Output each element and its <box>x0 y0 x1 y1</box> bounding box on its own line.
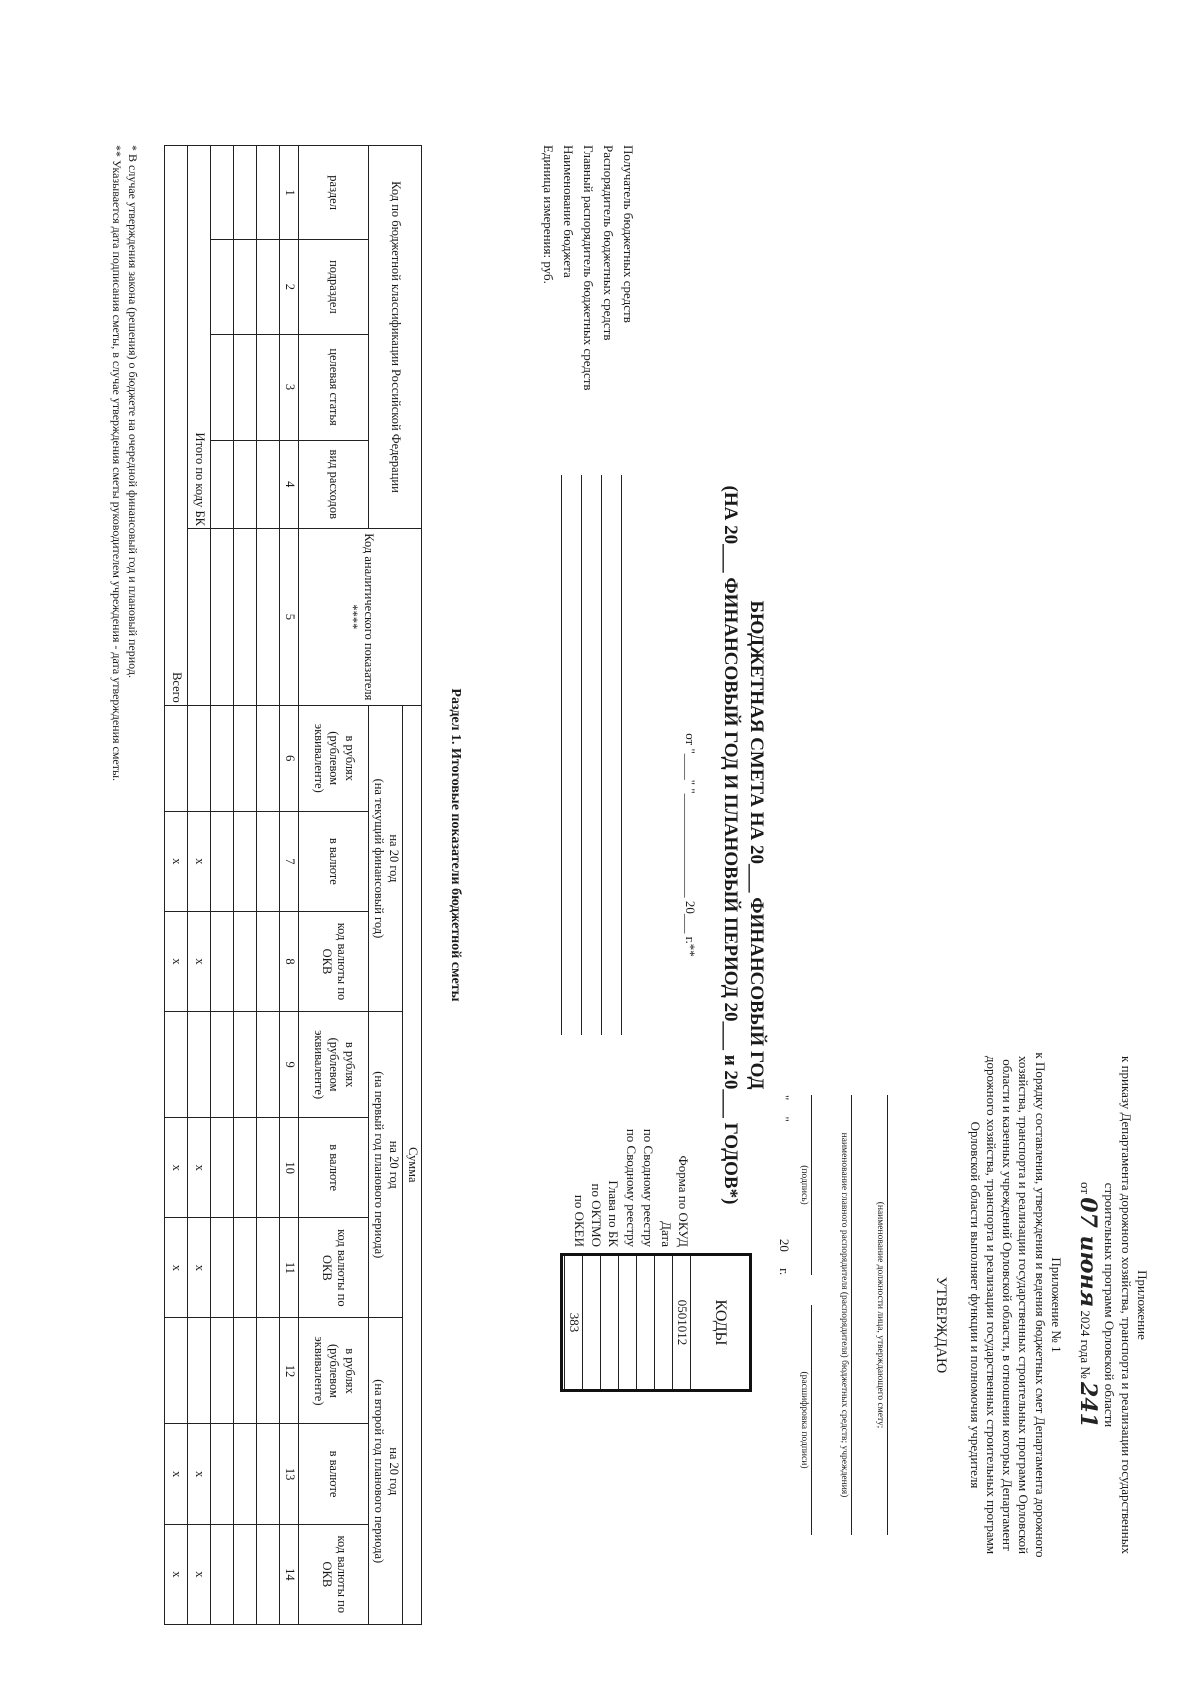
itogo-label: Итого по коду БК <box>188 146 211 529</box>
footnote-1: * В случае утверждения закона (решения) о бюджете на очередной финансовый год и плановый период. <box>126 145 140 678</box>
rotated-form <box>100 115 1150 1645</box>
col-okv-2: код валюты по ОКВ <box>299 1218 369 1318</box>
budget-table <box>164 145 422 1625</box>
decode-caption: (расшифровка подписи) <box>799 1371 809 1469</box>
col-val-3: в валюте <box>299 1424 369 1524</box>
section1-title: Раздел 1. Итоговые показатели бюджетной сметы <box>448 688 463 1002</box>
col-okv-3: код валюты по ОКВ <box>299 1524 369 1624</box>
table-row <box>234 146 257 1625</box>
approve-line-1 <box>887 1095 888 1535</box>
itogo-row: Итого по коду БК x x x x x x <box>188 146 211 1625</box>
code-okei: 383 <box>565 1256 583 1390</box>
recipient-line-3 <box>581 475 582 1035</box>
appendix-date-line: от 07 июня 2024 года № 241 <box>1075 1182 1102 1428</box>
recipient-line-4 <box>561 475 562 1035</box>
recipients-block: Получатель бюджетных средств Распорядитель бюджетных средств Главный распорядитель бюджетных средств Наименование бюджета Единица измерения: руб. <box>541 145 636 391</box>
col-val-2: в валюте <box>299 1118 369 1218</box>
approve-caption-1: (наименование должности лица, утверждающего смету; <box>875 1201 885 1429</box>
sign-caption: (подпись) <box>799 1165 809 1205</box>
doc-date: от "____" "________________ 20___ г.** <box>683 733 698 957</box>
recipient-line-1 <box>621 475 622 1035</box>
vsego-label: Всего <box>165 146 188 706</box>
column-numbers-row: 1 2 3 4 5 6 7 8 9 10 11 12 13 14 <box>280 146 299 1625</box>
approve-date: " " 20 г. <box>777 1095 792 1276</box>
col-celevaya: целевая статья <box>299 334 369 440</box>
col-rub-2: в рублях (рублевом эквиваленте) <box>299 1012 369 1118</box>
handwritten-number: 241 <box>1075 1382 1102 1428</box>
doc-title-line1: БЮДЖЕТНАЯ СМЕТА НА 20___ ФИНАНСОВЫЙ ГОД <box>746 600 767 1090</box>
period-current: на 20 год (на текущий финансовый год) <box>369 705 403 1011</box>
handwritten-date: 07 июня <box>1075 1197 1102 1308</box>
period-first: на 20 год (на первый год планового периода) <box>369 1012 403 1318</box>
appendix-line2: строительных программ Орловской области <box>1102 1182 1118 1428</box>
approve-caption-2: наименование главного распорядителя (распорядителя) бюджетных средств; учреждения) <box>839 1132 849 1498</box>
table-row <box>257 146 280 1625</box>
col-rub-1: в рублях (рублевом эквиваленте) <box>299 705 369 811</box>
appendix-title: Приложение <box>1135 1270 1150 1340</box>
recipient-line-2 <box>601 475 602 1035</box>
appendix-block <box>1074 1015 1150 1595</box>
bk-header: Код по бюджетной классификации Российской Федерации <box>369 146 422 529</box>
col-rub-3: в рублях (рублевом эквиваленте) <box>299 1318 369 1424</box>
col-vid: вид расходов <box>299 440 369 528</box>
decode-line <box>811 1305 812 1535</box>
appendix1-title: Приложение № 1 <box>1049 1257 1064 1353</box>
col-val-1: в валюте <box>299 811 369 911</box>
codes-labels: Форма по ОКУД Дата по Сводному реестру по Сводному реестру Глава по БК по ОКТМО по ОКЕИ <box>571 1128 691 1247</box>
summa-header: Сумма <box>403 705 422 1624</box>
appendix1-block: Приложение № 1 к Порядку составления, утверждения и ведения бюджетных смет Департамента дорожного хозяйства, транспорта и реализации государственных строительных программ Орловской области и казенных учреждений Орловской области, в отношении которых Департамент дорожного хозяйства, транспорта и реализации государственных строительных программ Орловской области выполняет функции и полномочия учредителя <box>967 1015 1065 1595</box>
approve-line-2 <box>851 1095 852 1535</box>
analytic-header: Код аналитического показателя **** <box>299 528 422 705</box>
col-podrazdel: подраздел <box>299 240 369 334</box>
footnote-2: ** Указывается дата подписания сметы, в случае утверждения сметы руководителем учреждения - дата утверждения сметы. <box>110 145 124 782</box>
codes-frame <box>560 1253 752 1392</box>
sign-line <box>811 1095 812 1275</box>
approve-heading: УТВЕРЖДАЮ <box>933 1276 949 1374</box>
col-razdel: раздел <box>299 146 369 240</box>
doc-title-line2: (НА 20___ ФИНАНСОВЫЙ ГОД И ПЛАНОВЫЙ ПЕРИОД 20___ и 20___ ГОДОВ*) <box>720 485 741 1205</box>
period-second: на 20 год (на второй год планового периода) <box>369 1318 403 1625</box>
table-row <box>211 146 234 1625</box>
code-okud: 0501012 <box>673 1256 691 1390</box>
vsego-row: Всего x x x x x x <box>165 146 188 1625</box>
col-okv-1: код валюты по ОКВ <box>299 911 369 1011</box>
codes-header: КОДЫ <box>691 1256 750 1390</box>
appendix-line1: к приказу Департамента дорожного хозяйства, транспорта и реализации государственных <box>1118 1056 1134 1554</box>
